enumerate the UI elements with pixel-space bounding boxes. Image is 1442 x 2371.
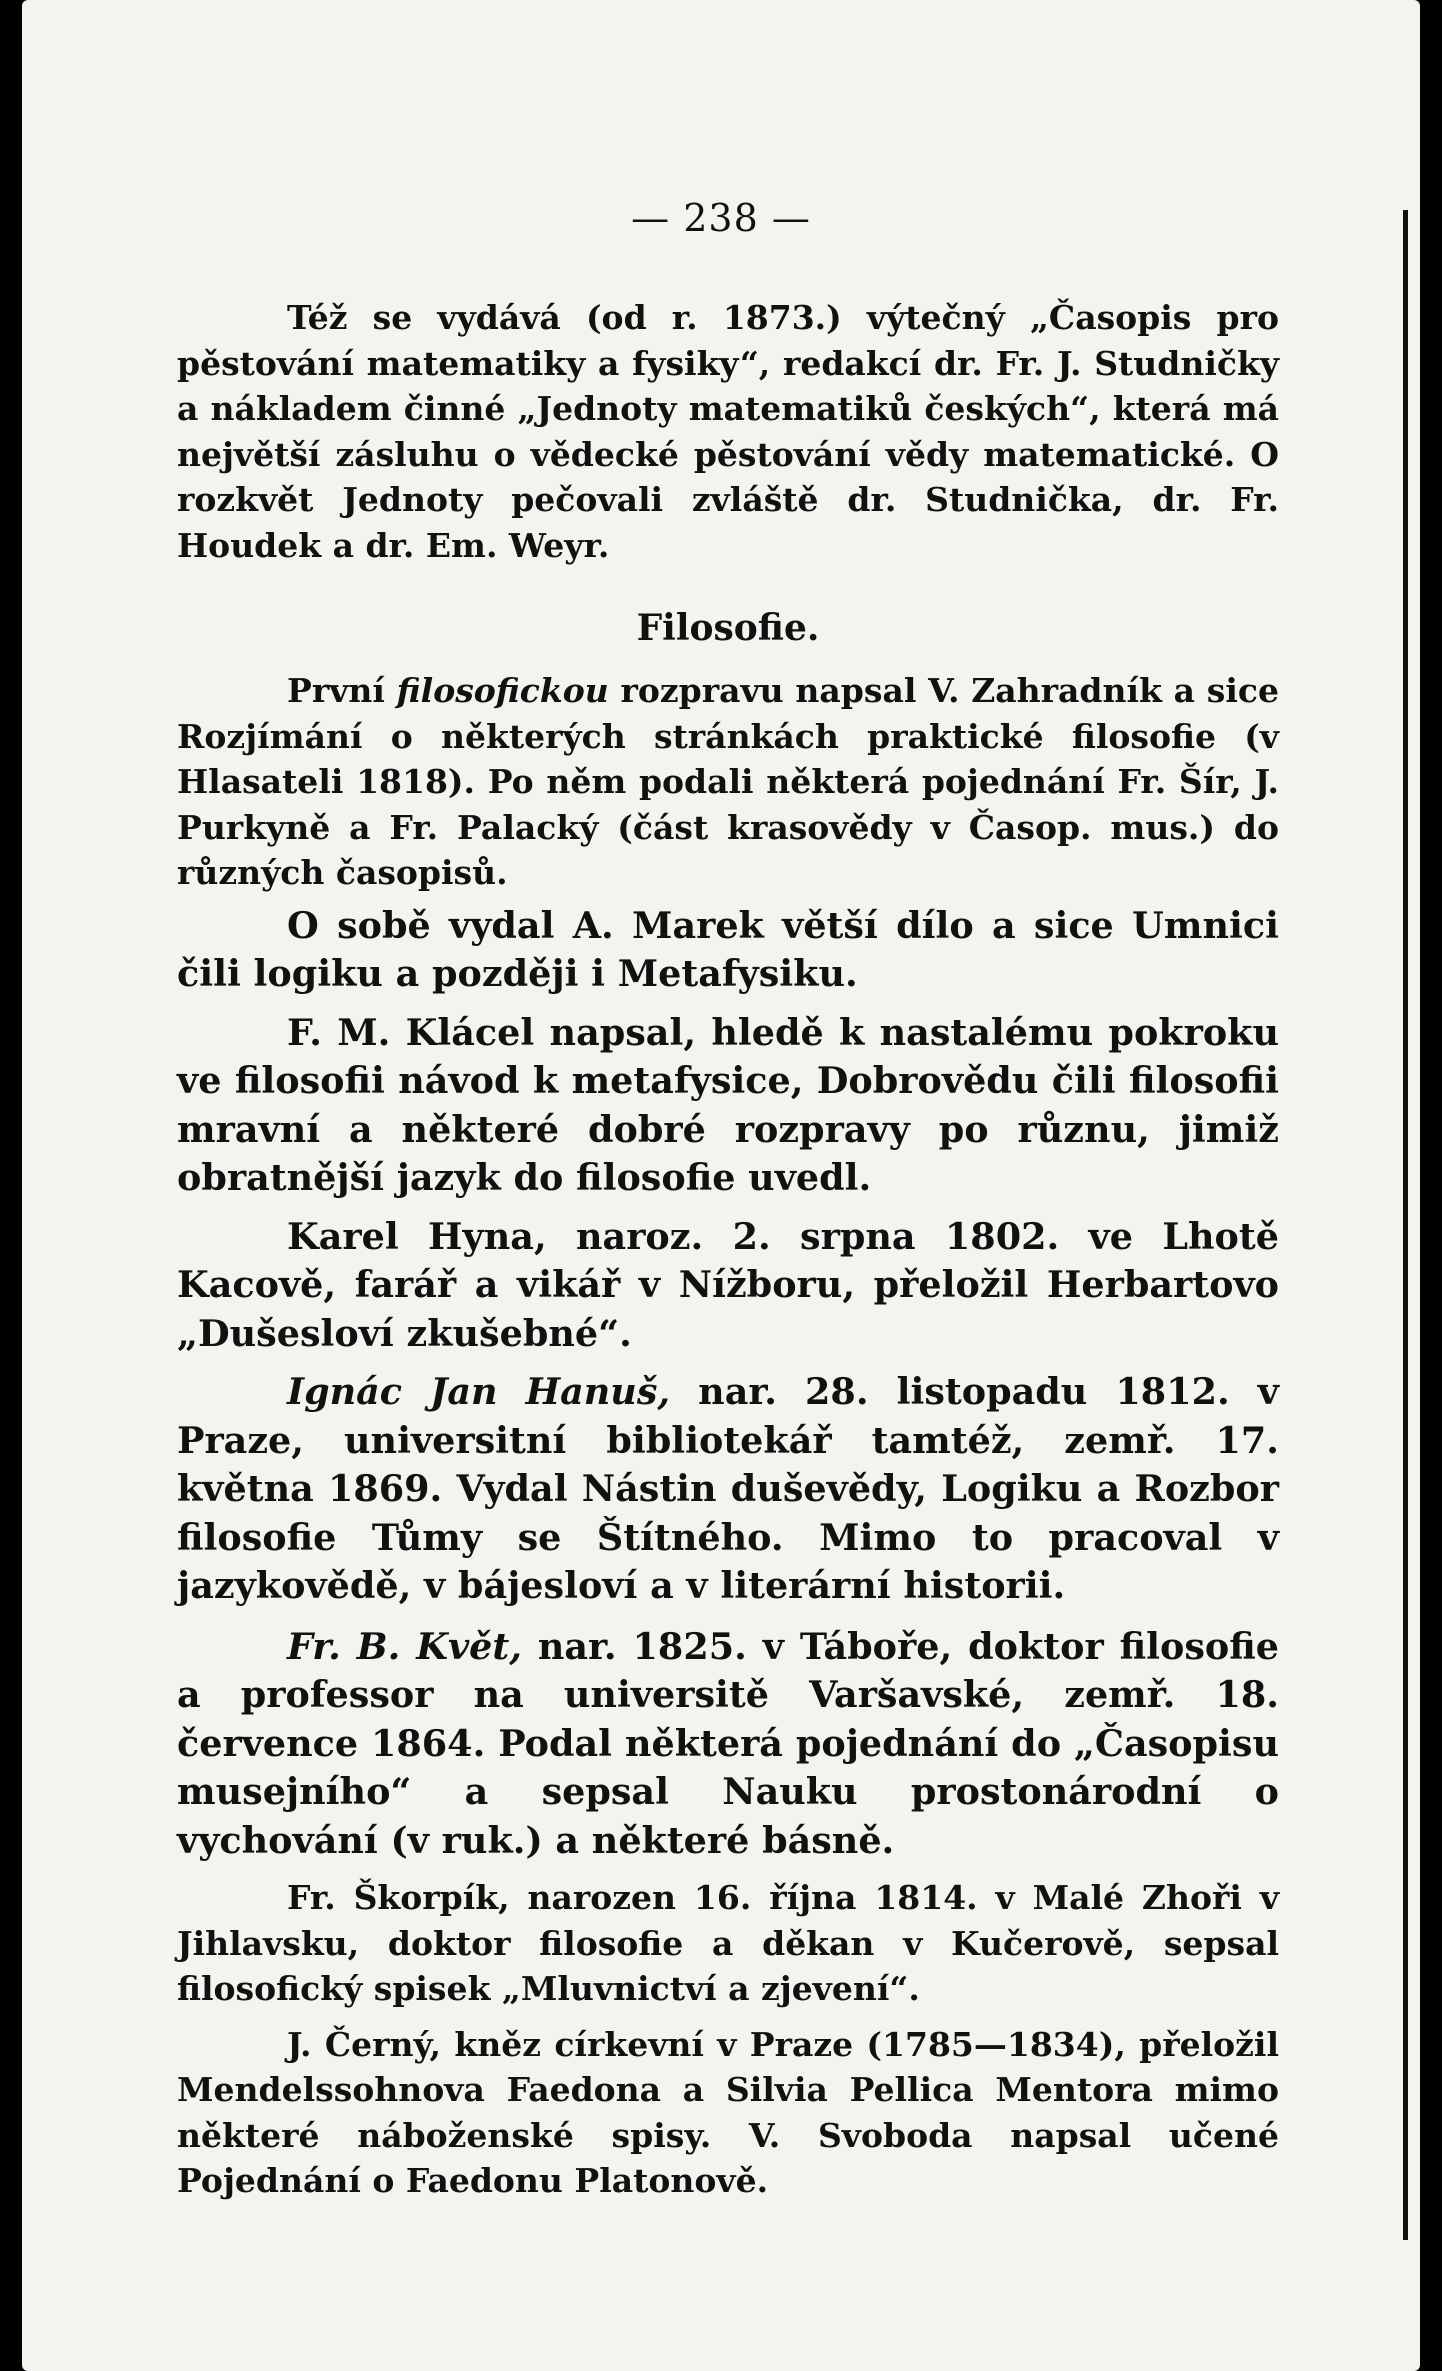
page-content [177, 295, 1279, 2204]
paragraph-text: nar. 1825. v Táboře, doktor filosofie a professor na universitě Varšavské, zemř. 18. července 1864. Podal některá pojednání do „Časopisu musejního“ a sepsal Nauku prostonárodní o vychování (v ruk.) a některé básně. [177, 1624, 1279, 1862]
paragraph-hyna: Karel Hyna, naroz. 2. srpna 1802. ve Lhotě Kacově, farář a vikář v Nížboru, přeložil Herbartovo „Dušesloví zkušebné“. [177, 1214, 1279, 1355]
paragraph-cerny: J. Černý, kněz církevní v Praze (1785—1834), přeložil Mendelssohnova Faedona a Silvia Pellica Mentora mimo některé náboženské spisy. V. Svoboda napsal učené Pojednání o Faedonu Platonově. [177, 2024, 1279, 2200]
paragraph-skorpik: Fr. Škorpík, narozen 16. října 1814. v Malé Zhoři v Jihlavsku, doktor filosofie a děkan v Kučerově, sepsal filosofický spisek „Mluvnictví a zjevení“. [177, 1878, 1279, 2008]
italic-term: filosofickou [396, 671, 609, 710]
paragraph-first-philosophy [177, 668, 1279, 896]
italic-name: Ignác Jan Hanuš, [287, 1370, 671, 1413]
paragraph-text: První [287, 671, 397, 710]
paragraph-text: nar. 28. listopadu 1812. v Praze, universitní bibliotekář tamtéž, zemř. 17. května 1869. Vydal Nástin duševědy, Logiku a Rozbor filosofie Tůmy se Štítného. Mimo to pracoval v jazykovědě, v bájesloví a v literární historii. [177, 1370, 1279, 1607]
paragraph-marek: O sobě vydal A. Marek větší dílo a sice Umnici čili logiku a později i Metafysiku. [177, 903, 1279, 995]
paragraph-kvet [177, 1623, 1279, 1866]
page-number: — 238 — [631, 196, 811, 240]
paragraph-casopis: Též se vydává (od r. 1873.) výtečný „Časopis pro pěstování matematiky a fysiky“, redakcí dr. Fr. J. Studničky a nákladem činné „Jednoty matematiků českých“, která má největší zásluhu o vědecké pěstování vědy matematické. O rozkvět Jednoty pečovali zvláště dr. Studnička, dr. Fr. Houdek a dr. Em. Weyr. [177, 298, 1279, 565]
paragraph-hanus [177, 1368, 1279, 1611]
paragraph-klacel: F. M. Klácel napsal, hledě k nastalému pokroku ve filosofii návod k metafysice, Dobrovědu čili filosofii mravní a některé dobré rozpravy po různu, jimiž obratnější jazyk do filosofie uvedl. [177, 1010, 1279, 1199]
book-page [22, 0, 1420, 2371]
binding-edge [1403, 210, 1408, 2240]
paragraph-text: rozpravu napsal V. Zahradník a sice Rozjímání o některých stránkách praktické filosofie (v Hlasateli 1818). Po něm podali některá pojednání Fr. Šír, J. Purkyně a Fr. Palacký (část krasovědy v Časop. mus.) do různých časopisů. [177, 671, 1279, 892]
section-heading: Filosofie. [636, 607, 820, 649]
italic-name: Fr. B. Květ, [287, 1624, 522, 1668]
